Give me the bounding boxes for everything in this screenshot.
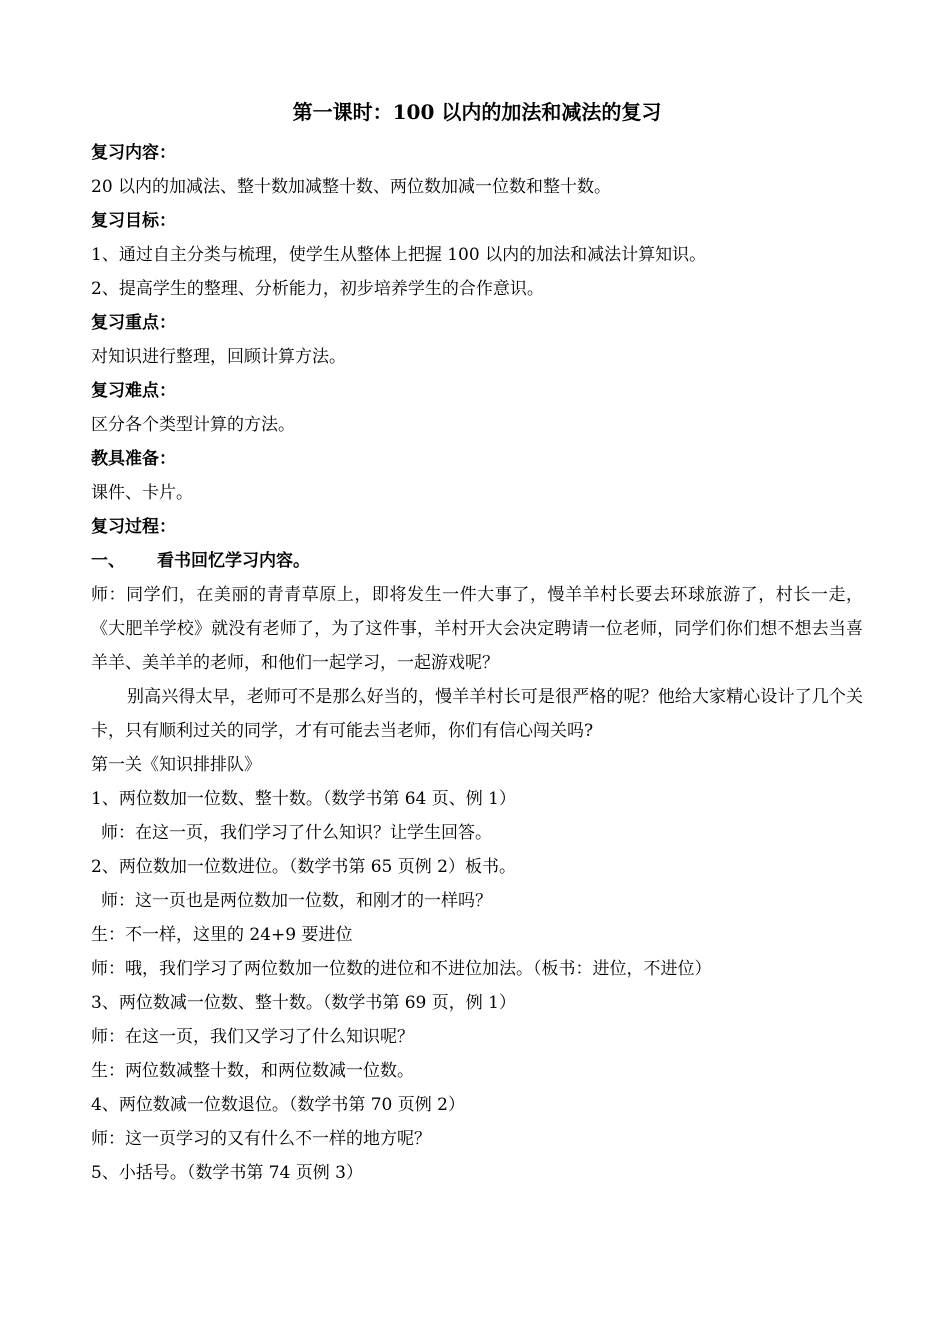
item-3: 3、两位数减一位数、整十数。（数学书第 69 页，例 1） [91,993,516,1013]
tools-text: 课件、卡片。 [91,483,193,503]
review-goal-2: 2、提高学生的整理、分析能力，初步培养学生的合作意识。 [91,279,544,299]
step-1-title: 看书回忆学习内容。 [157,551,310,571]
item-4: 4、两位数减一位数退位。（数学书第 70 页例 2） [91,1095,465,1115]
page-title: 第一课时：100 以内的加法和减法的复习 [292,100,662,124]
review-focus-text: 对知识进行整理，回顾计算方法。 [91,347,346,367]
step-1-heading [91,544,863,578]
review-goal-1: 1、通过自主分类与梳理，使学生从整体上把握 100 以内的加法和减法计算知识。 [91,245,707,265]
teacher-line-2: 师：这一页也是两位数加一位数，和刚才的一样吗？ [101,891,492,911]
student-line-2: 生：两位数减整十数，和两位数减一位数。 [91,1061,414,1081]
review-difficulty-label: 复习难点： [91,381,176,401]
review-content-text: 20 以内的加减法、整十数加减整十数、两位数加减一位数和整十数。 [91,177,612,197]
review-difficulty-text: 区分各个类型计算的方法。 [91,415,295,435]
review-content-label: 复习内容： [91,143,176,163]
teacher-line-3: 师：哦，我们学习了两位数加一位数的进位和不进位加法。（板书：进位，不进位） [91,959,712,979]
item-2: 2、两位数加一位数进位。（数学书第 65 页例 2）板书。 [91,857,516,877]
tools-label: 教具准备： [91,449,176,469]
process-label: 复习过程： [91,517,176,537]
student-line-1: 生：不一样，这里的 24+9 要进位 [91,925,353,945]
challenge-paragraph: 别高兴得太早，老师可不是那么好当的，慢羊羊村长可是很严格的呢？他给大家精心设计了几个关卡，只有顺利过关的同学，才有可能去当老师，你们有信心闯关吗? [91,687,863,741]
review-focus-label: 复习重点： [91,313,176,333]
item-1: 1、两位数加一位数、整十数。（数学书第 64 页、例 1） [91,789,516,809]
teacher-line-1: 师：在这一页，我们学习了什么知识？让学生回答。 [101,823,492,843]
step-1-number: 一、 [91,551,125,571]
teacher-intro-paragraph: 师：同学们，在美丽的青青草原上，即将发生一件大事了，慢羊羊村长要去环球旅游了，村长一走，《大肥羊学校》就没有老师了，为了这件事，羊村开大会决定聘请一位老师，同学们你们想不想去当喜羊羊、美羊羊的老师，和他们一起学习，一起游戏呢？ [91,585,863,673]
review-goal-label: 复习目标： [91,211,176,231]
teacher-line-4: 师：在这一页，我们又学习了什么知识呢？ [91,1027,414,1047]
teacher-line-5: 师：这一页学习的又有什么不一样的地方呢？ [91,1129,431,1149]
document-page [91,96,863,1190]
level-1-title: 第一关《知识排排队》 [91,755,261,775]
item-5: 5、小括号。（数学书第 74 页例 3） [91,1163,363,1183]
